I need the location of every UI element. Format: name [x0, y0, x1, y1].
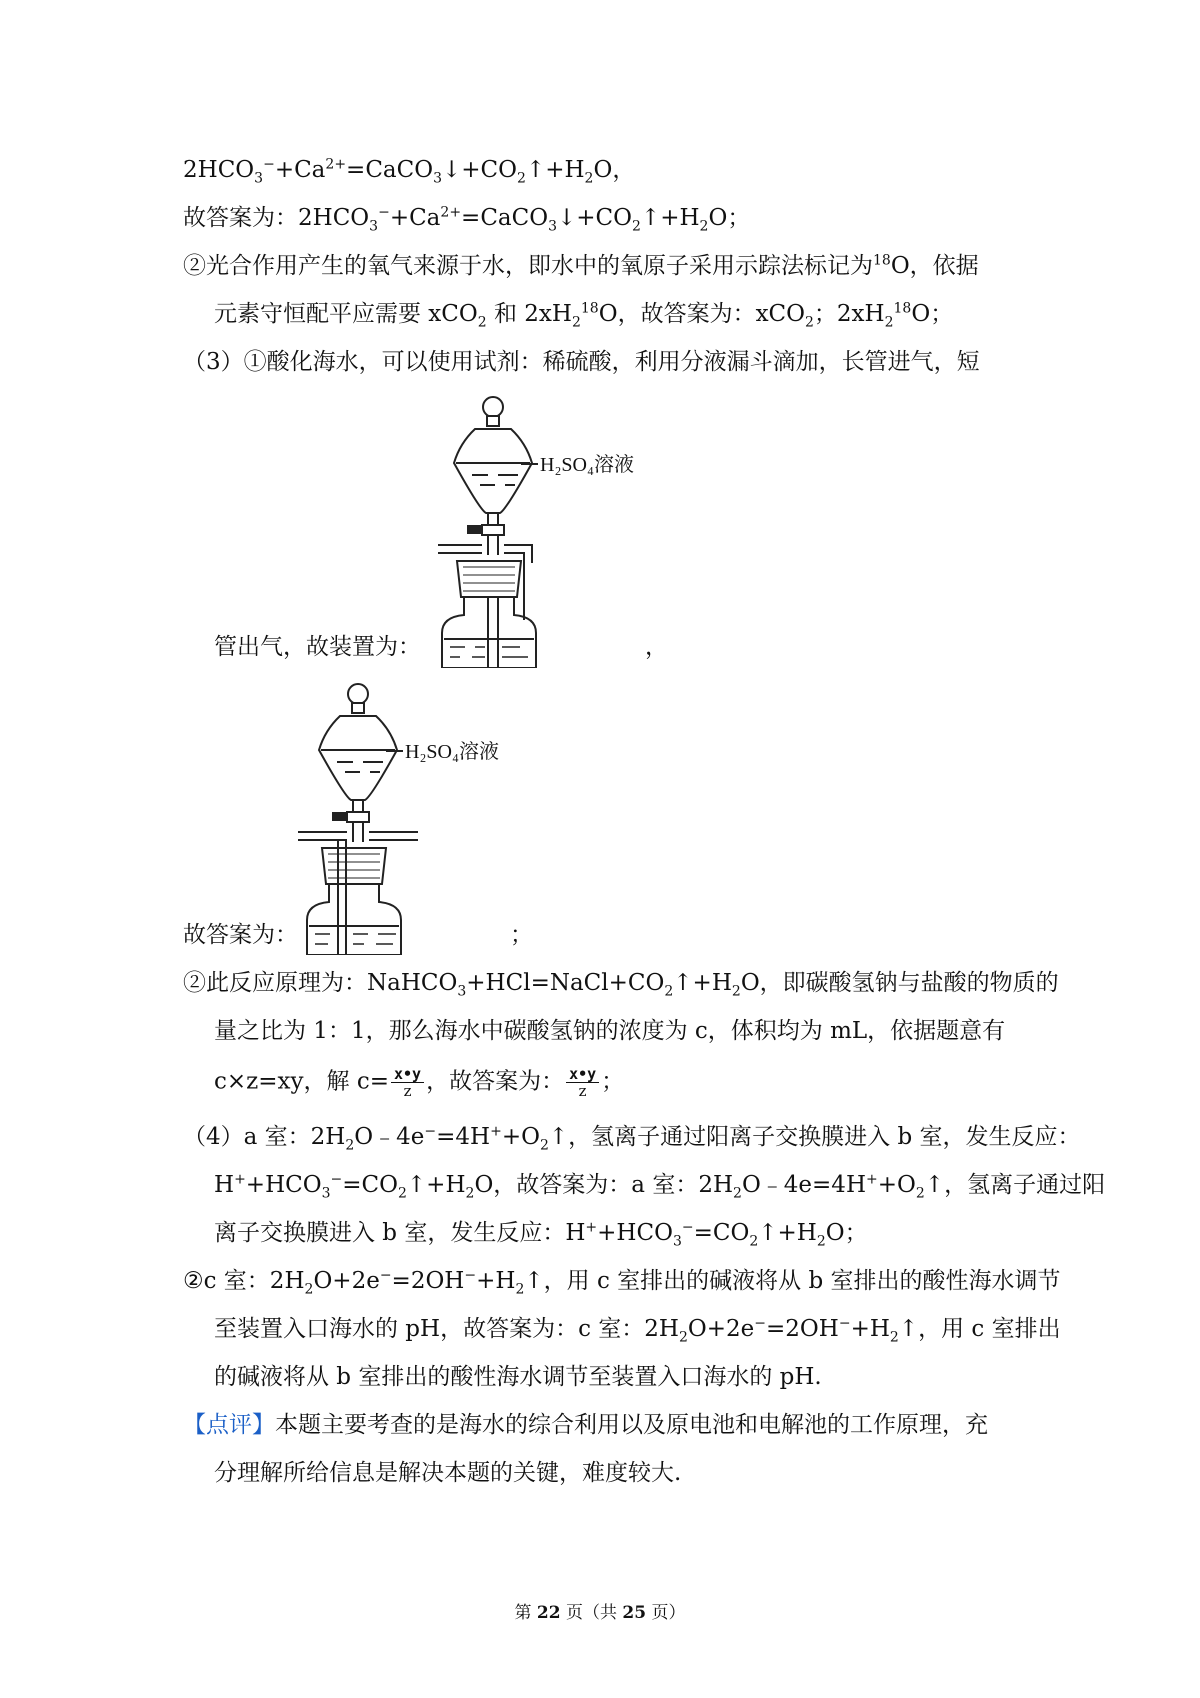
paragraph-line-5: （3）①酸化海水，可以使用试剂：稀硫酸，利用分液漏斗滴加，长管进气，短: [183, 349, 980, 375]
paragraph-line-12: $H^++HCO_3^-=CO_2↑+H_2O$，故答案为：a 室：$2H_2O﹣4e=4H^++O_2↑$，氢离子通过阳: [214, 1171, 1106, 1202]
paragraph-line-4: 元素守恒配平应需要 xCO$_2$ 和 $2xH_2^{18}O$，故答案为：xCO$_2$；$2xH_2^{18}O$；: [214, 300, 954, 331]
paragraph-line-3: ②光合作用产生的氧气来源于水，即水中的氧原子采用示踪法标记为$^{18}$O，依据: [183, 252, 979, 279]
paragraph-line-13: 离子交换膜进入 b 室，发生反应：$H^++HCO_3^-=CO_2↑+H_2O$；: [214, 1219, 868, 1250]
answer-line-apparatus-semicolon: ；: [510, 922, 533, 948]
paragraph-line-6: 管出气，故装置为：: [214, 634, 421, 660]
paragraph-line-14: ②c 室：$2H_2O+2e^-=2OH^-+H_2↑$，用 c 室排出的碱液将从 b 室排出的酸性海水调节: [183, 1267, 1061, 1298]
h2so4-solution-label-1: H₂SO₄溶液: [540, 454, 634, 476]
comment-line-2: 分理解所给信息是解决本题的关键，难度较大.: [214, 1460, 682, 1486]
paragraph-line-6-comma: ，: [645, 634, 668, 660]
answer-line-apparatus: 故答案为：: [183, 922, 298, 948]
comment-line-1: 【点评】本题主要考查的是海水的综合利用以及原电池和电解池的工作原理，充: [183, 1412, 988, 1438]
page-total: 25: [622, 1603, 647, 1623]
paragraph-line-16: 的碱液将从 b 室排出的酸性海水调节至装置入口海水的 pH.: [214, 1364, 822, 1390]
paragraph-line-9: 量之比为 1：1，那么海水中碳酸氢钠的浓度为 c，体积均为 mL，依据题意有: [214, 1018, 1006, 1044]
h2so4-solution-label-2: H₂SO₄溶液: [405, 741, 499, 763]
answer-line-1: 故答案为：$2HCO_3^-+Ca^{2+}=CaCO_3↓+CO_2↑+H_2O$；: [183, 204, 751, 235]
fraction-2: $\frac{x•y}{z}$: [566, 1066, 599, 1099]
separatory-funnel-apparatus-2: [298, 672, 528, 955]
fraction-1: $\frac{x•y}{z}$: [391, 1066, 424, 1099]
paragraph-line-15: 至装置入口海水的 pH，故答案为：c 室：$2H_2O+2e^-=2OH^-+H_2↑$，用 c 室排出: [214, 1315, 1061, 1346]
page-footer: 第 22 页（共 25 页）: [514, 1603, 686, 1623]
page-number: 22: [536, 1603, 561, 1623]
paragraph-line-8: ②此反应原理为：$NaHCO_3+HCl=NaCl+CO_2↑+H_2O$，即碳酸氢钠与盐酸的物质的: [183, 970, 1059, 1000]
paragraph-line-10: c×z=xy，解 c= $\frac{x•y}{z}$ ，故答案为： $\frac{x•y}{z}$ ；: [214, 1065, 625, 1100]
equation-line-1: $2HCO_3^-+Ca^{2+}=CaCO_3↓+CO_2↑+H_2O$，: [183, 156, 636, 187]
comment-tag: 【点评】: [183, 1412, 275, 1438]
separatory-funnel-apparatus-1: [420, 385, 650, 668]
paragraph-line-11: （4）a 室：$2H_2O﹣4e^-=4H^++O_2↑$，氢离子通过阳离子交换膜进入 b 室，发生反应：: [183, 1123, 1081, 1154]
